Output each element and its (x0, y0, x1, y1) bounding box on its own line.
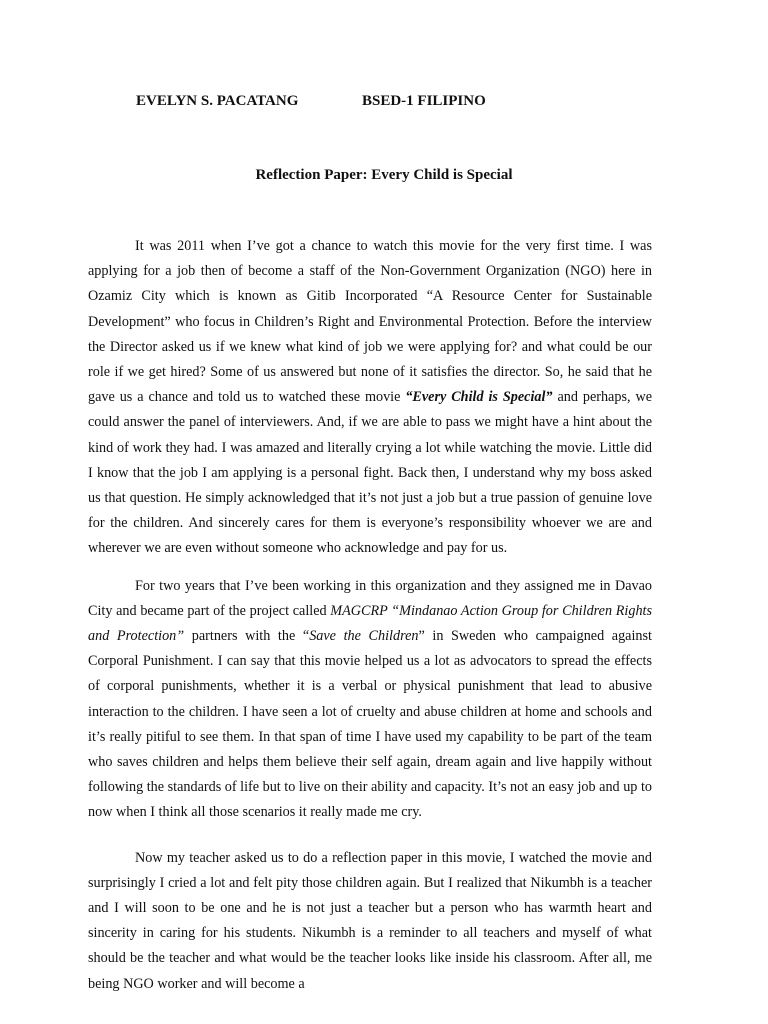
course-label: BSED-1 FILIPINO (362, 93, 486, 109)
paragraph-2-text-a: For two years that I’ve been working in this organization and they assigned me in Davao City and became part of the project called (88, 577, 652, 619)
paragraph-2-text-c: ” in Sweden who campaigned against Corporal Punishment. I can say that this movie helped us a lot as advocators to spread the effects of corporal punishments, whether it is a verbal or physical punishment that lead to abusive interaction to the children. I have seen a lot of cruelty and abuse children at home and schools and it’s really pitiful to see them. In that span of time I have used my capability to be part of the team who saves children and helps them believe their self again, dream again and live happily without following the standards of life but to live on their ability and capacity. It’s not an easy job and up to now when I think all those scenarios it really made me cry. (88, 628, 652, 821)
partner-name: Save the Children (309, 628, 419, 645)
page-title: Reflection Paper: Every Child is Special (255, 167, 513, 183)
project-name: MAGCRP “Mindanao Action Group for Children Rights and Protection” (88, 602, 652, 645)
author-name: EVELYN S. PACATANG (136, 93, 299, 109)
paragraph-2-text-b: partners with the “ (184, 628, 310, 645)
paragraph-1-text-a: It was 2011 when I’ve got a chance to watch this movie for the very first time. I was applying for a job then of become a staff of the Non-Government Organization (NGO) here in Ozamiz City which is known as Gitib Incorporated “A Resource Center for Sustainable Development” who focus in Children’s Right and Environmental Protection. Before the interview the Director asked us if we knew what kind of job we were applying for? and what could be our role if we get hired? Some of us answered but none of it satisfies the director. So, he said that he gave us a chance and told us to watched these movie (88, 238, 652, 406)
paragraph-3: Now my teacher asked us to do a reflection paper in this movie, I watched the movie and surprisingly I cried a lot and felt pity those children again. But I realized that Nikumbh is a teacher and I will soon to be one and he is not just a teacher but a person who has warmth heart and sincerity in caring for his students. Nikumbh is a reminder to all teachers and myself of what should be the teacher and what would be the teacher looks like inside his classroom. After all, me being NGO worker and will become a (88, 849, 652, 992)
document-body (88, 234, 652, 997)
paragraph-1 (88, 234, 652, 562)
movie-title: “Every Child is Special” (405, 389, 553, 406)
paragraph-1-text-b: and perhaps, we could answer the panel of interviewers. And, if we are able to pass we might have a hint about the kind of work they had. I was amazed and literally crying a lot while watching the movie. Little did I know that the job I am applying is a personal fight. Back then, I understand why my boss asked us that question. He simply acknowledged that it’s not just a job but a true passion of genuine love for the children. And sincerely cares for them is everyone’s responsibility whoever we are and wherever we are even without someone who acknowledge and pay for us. (88, 389, 652, 557)
paragraph-2 (88, 574, 652, 826)
